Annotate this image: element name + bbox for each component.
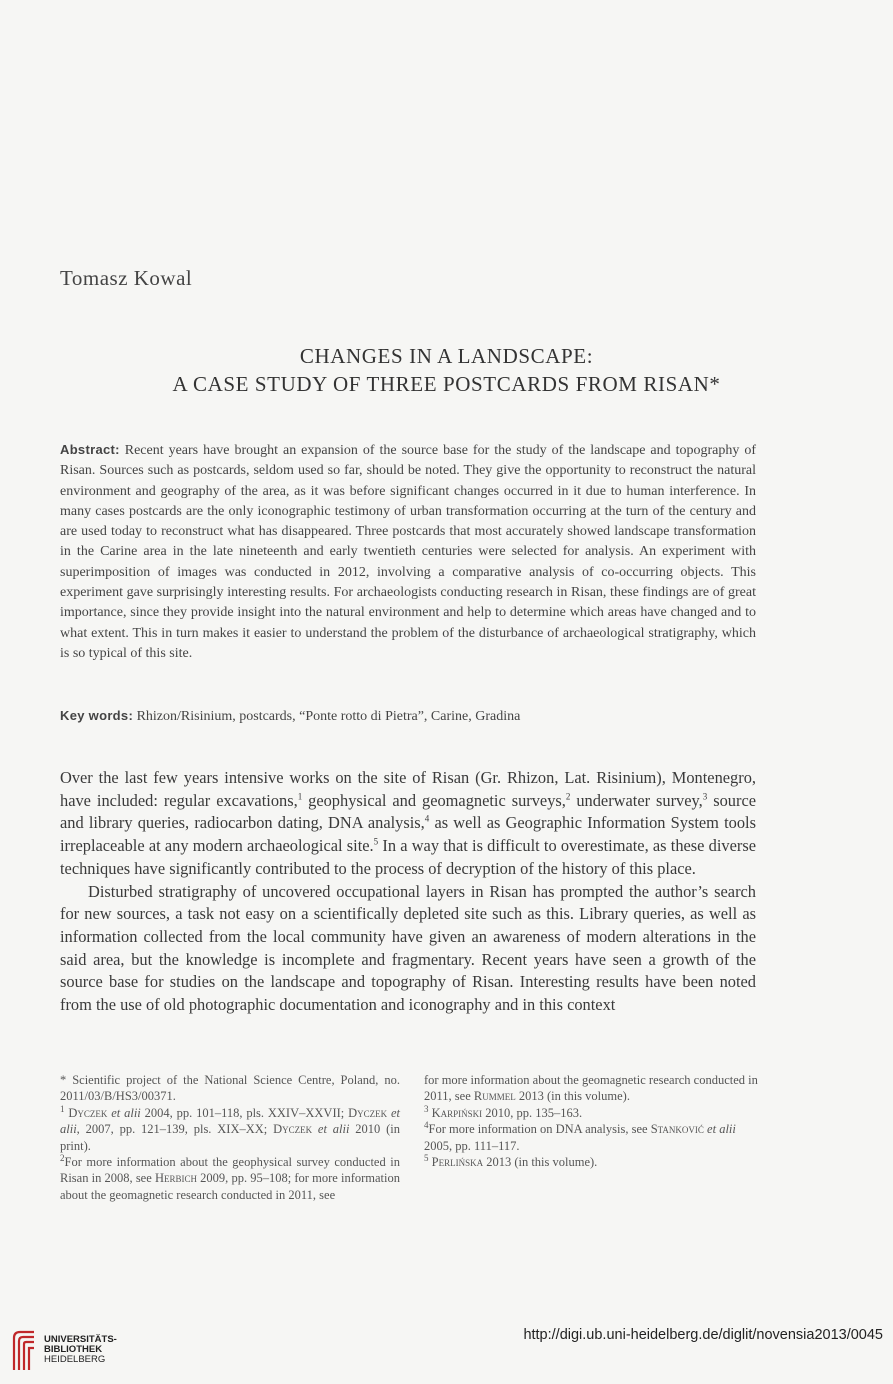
article-title (0, 342, 893, 398)
cite-text: 2010 (in print). (60, 1122, 400, 1153)
cite-author: Dyczek (68, 1105, 108, 1120)
cite-text: , 2007, pp. 121–139, pls. XIX–XX; (76, 1122, 274, 1137)
p1-text: source and library queries, radiocarbon dating, DNA analysis, (60, 790, 756, 833)
logo-line-3: HEIDELBERG (44, 1354, 106, 1365)
footnote-ref-2[interactable]: 2 (565, 791, 571, 802)
logo-line-1: UNIVERSITÄTS- (44, 1334, 117, 1345)
cite-text: 2010, pp. 135–163. (482, 1105, 583, 1120)
cite-etal: et alii (703, 1122, 736, 1137)
footnote-1 (60, 1105, 400, 1154)
source-url[interactable]: http://digi.ub.uni-heidelberg.de/diglit/novensia2013/0045 (523, 1327, 883, 1343)
footnote-number: 4 (424, 1120, 429, 1131)
footnote-3 (424, 1105, 760, 1121)
abstract-label: Abstract: (60, 442, 120, 457)
cite-author: Herbich (154, 1171, 197, 1186)
p1-text: as well as Geographic Information System tools irreplaceable at any modern archaeological site. (60, 813, 756, 856)
cite-author: Rummel (473, 1089, 516, 1104)
cite-author: Perlińska (431, 1155, 484, 1170)
footnote-2 (60, 1154, 400, 1203)
footnote-number: 1 (60, 1103, 65, 1114)
p1-text: underwater survey, (570, 790, 703, 810)
cite-text: 2005, pp. 111–117. (424, 1138, 520, 1153)
cite-etal: et alii (107, 1105, 141, 1120)
cite-text: For more information about the geophysical survey conducted in Risan in 2008, see (60, 1155, 400, 1186)
footnote-5 (424, 1154, 760, 1170)
body-text (60, 767, 756, 1017)
footnote-ref-5[interactable]: 5 (373, 836, 379, 847)
footnote-ref-4[interactable]: 4 (424, 813, 430, 824)
library-logo-text (44, 1335, 117, 1365)
cite-text: 2013 (in this volume). (483, 1155, 598, 1170)
abstract-text: Recent years have brought an expansion of the source base for the study of the landscape and topography of Risan. Sources such as postcards, seldom used so far, should be noted. They give the opportunity to reconstruct the natural environment and geography of the area, as it was before significant changes occurred in it due to human interference. In many cases postcards are the only iconographic testimony of urban transformation occurring at the turn of the century and are used today to reconstruct what has disappeared. Three postcards that most accurately showed landscape transformation in the Carine area in the late nineteenth and early twentieth centuries were selected for analysis. An experiment with superimposition of images was conducted in 2012, involving a comparative analysis of co-occurring objects. This experiment gave surprisingly interesting results. For archaeologists conducting research in Risan, these findings are of great importance, since they provide insight into the natural environment and help to determine which areas have changed and to what extent. This in turn makes it easier to understand the problem of the disturbance of archaeological stratigraphy, which is so typical of this site. (60, 443, 756, 661)
cite-author: Karpiński (431, 1105, 483, 1120)
footnote-4 (424, 1121, 760, 1154)
p1-text: Over the last few years intensive works on the site of Risan (Gr. Rhizon, Lat. Risinium), Montenegro, have included: regular excavations, (60, 768, 756, 810)
p1-text: geophysical and geomagnetic surveys, (302, 790, 566, 810)
paragraph-1 (60, 767, 756, 881)
cite-text: For more information on DNA analysis, see (428, 1122, 651, 1137)
footnotes-left (60, 1072, 400, 1203)
keywords-text: Rhizon/Risinium, postcards, “Ponte rotto di Pietra”, Carine, Gradina (136, 709, 521, 724)
cite-etal: et alii (312, 1122, 350, 1137)
cite-text: 2004, pp. 101–118, pls. XXIV–XXVII; (140, 1105, 349, 1120)
library-logo[interactable] (10, 1326, 117, 1374)
library-logo-icon (10, 1328, 38, 1372)
footnote-star: * Scientific project of the National Science Centre, Poland, no. 2011/03/B/HS3/00371. (60, 1073, 400, 1104)
footnote-ref-1[interactable]: 1 (297, 791, 303, 802)
paragraph-2: Disturbed stratigraphy of uncovered occupational layers in Risan has prompted the author’s search for new sources, a task not easy on a scientifically depleted site such as this. Library queries, as well as information collected from the local community have given an awareness of modern alterations in the said area, but the knowledge is incomplete and fragmentary. Recent years have seen a growth of the source base for studies on the landscape and topography of Risan. Interesting results have been noted from the use of old photographic documentation and iconography and in this context (60, 881, 756, 1015)
footnote-ref-3[interactable]: 3 (702, 791, 708, 802)
author-name: Tomasz Kowal (60, 266, 193, 290)
cite-author: Stanković (650, 1122, 704, 1137)
cite-etal: et alii (60, 1105, 401, 1137)
keywords-label: Key words: (60, 708, 134, 723)
cite-author: Dyczek (273, 1122, 313, 1137)
abstract (60, 440, 756, 664)
logo-line-2: BIBLIOTHEK (44, 1344, 103, 1355)
p1-text: In a way that is difficult to overestimate, as these diverse techniques have significantly contributed to the process of decryption of the history of this place. (60, 836, 756, 878)
footnote-number: 5 (424, 1152, 429, 1163)
footnote-number: 3 (424, 1103, 429, 1114)
footnote-number: 2 (60, 1152, 65, 1163)
cite-author: Dyczek (348, 1105, 388, 1120)
keywords (60, 706, 756, 727)
footnote-2-cont: for more information about the geomagnetic research conducted in 2011, see Rummel 2013 (in this volume). (424, 1073, 758, 1104)
cite-text: 2009, pp. 95–108; for more information about the geomagnetic research conducted in 2011, see (60, 1171, 400, 1202)
title-line-2: A CASE STUDY OF THREE POSTCARDS FROM RISAN* (172, 372, 721, 396)
title-line-1: CHANGES IN A LANDSCAPE: (299, 344, 594, 368)
footnotes-right (424, 1072, 760, 1170)
